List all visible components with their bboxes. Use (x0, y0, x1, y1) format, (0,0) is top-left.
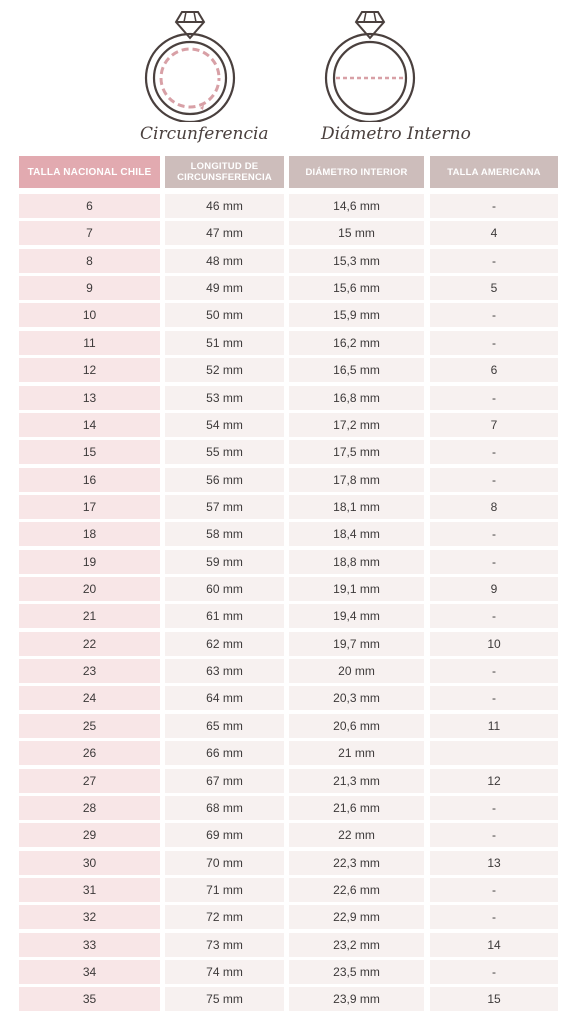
diametro-cell: 19,4 mm (289, 604, 424, 628)
header-talla-americana: TALLA AMERICANA (430, 156, 558, 188)
talla-chile-cell: 30 (19, 851, 160, 875)
talla-chile-cell: 35 (19, 987, 160, 1011)
talla-americana-cell: 13 (430, 851, 558, 875)
talla-chile-cell: 24 (19, 686, 160, 710)
talla-americana-cell (430, 741, 558, 765)
talla-chile-cell: 8 (19, 249, 160, 273)
table-row (0, 659, 576, 686)
talla-americana-cell: - (430, 522, 558, 546)
header-talla-chile: TALLA NACIONAL CHILE (19, 156, 160, 188)
table-row (0, 495, 576, 522)
table-row (0, 741, 576, 768)
talla-chile-cell: 15 (19, 440, 160, 464)
table-row (0, 632, 576, 659)
table-body (0, 194, 576, 1015)
circunferencia-cell: 66 mm (165, 741, 284, 765)
circunferencia-cell: 49 mm (165, 276, 284, 300)
talla-chile-cell: 33 (19, 933, 160, 957)
table-row (0, 604, 576, 631)
header-diametro-interior: DIÁMETRO INTERIOR (289, 156, 424, 188)
circunferencia-cell: 60 mm (165, 577, 284, 601)
diametro-cell: 23,2 mm (289, 933, 424, 957)
circunferencia-cell: 54 mm (165, 413, 284, 437)
diametro-cell: 22,6 mm (289, 878, 424, 902)
diametro-cell: 15,6 mm (289, 276, 424, 300)
talla-americana-cell: - (430, 659, 558, 683)
talla-chile-cell: 26 (19, 741, 160, 765)
talla-americana-cell: - (430, 878, 558, 902)
table-header-row (0, 156, 576, 188)
circunferencia-cell: 51 mm (165, 331, 284, 355)
circunferencia-cell: 61 mm (165, 604, 284, 628)
circunferencia-cell: 69 mm (165, 823, 284, 847)
circunferencia-cell: 48 mm (165, 249, 284, 273)
talla-chile-cell: 28 (19, 796, 160, 820)
table-row (0, 933, 576, 960)
circunferencia-cell: 47 mm (165, 221, 284, 245)
table-row (0, 550, 576, 577)
talla-chile-cell: 23 (19, 659, 160, 683)
circunferencia-cell: 58 mm (165, 522, 284, 546)
diametro-cell: 16,5 mm (289, 358, 424, 382)
circunferencia-cell: 56 mm (165, 468, 284, 492)
diametro-cell: 20,3 mm (289, 686, 424, 710)
circunferencia-cell: 75 mm (165, 987, 284, 1011)
table-row (0, 960, 576, 987)
circunferencia-cell: 71 mm (165, 878, 284, 902)
talla-americana-cell: - (430, 386, 558, 410)
diametro-cell: 22 mm (289, 823, 424, 847)
circunferencia-cell: 62 mm (165, 632, 284, 656)
talla-chile-cell: 20 (19, 577, 160, 601)
diametro-cell: 16,8 mm (289, 386, 424, 410)
diametro-cell: 20,6 mm (289, 714, 424, 738)
talla-americana-cell: 4 (430, 221, 558, 245)
table-row (0, 386, 576, 413)
table-row (0, 249, 576, 276)
talla-chile-cell: 34 (19, 960, 160, 984)
diametro-cell: 20 mm (289, 659, 424, 683)
inner-diameter-caption: Diámetro Interno (321, 124, 471, 144)
diametro-cell: 18,8 mm (289, 550, 424, 574)
talla-americana-cell: - (430, 440, 558, 464)
talla-chile-cell: 12 (19, 358, 160, 382)
diametro-cell: 15 mm (289, 221, 424, 245)
table-row (0, 331, 576, 358)
talla-americana-cell: 15 (430, 987, 558, 1011)
diametro-cell: 19,1 mm (289, 577, 424, 601)
talla-americana-cell: 9 (430, 577, 558, 601)
circunferencia-cell: 70 mm (165, 851, 284, 875)
table-row (0, 823, 576, 850)
talla-americana-cell: 12 (430, 769, 558, 793)
circunferencia-cell: 63 mm (165, 659, 284, 683)
talla-chile-cell: 22 (19, 632, 160, 656)
talla-chile-cell: 6 (19, 194, 160, 218)
table-row (0, 987, 576, 1014)
diametro-cell: 17,8 mm (289, 468, 424, 492)
talla-americana-cell: 14 (430, 933, 558, 957)
ring-size-illustrations (0, 0, 576, 150)
talla-chile-cell: 16 (19, 468, 160, 492)
table-row (0, 686, 576, 713)
table-row (0, 440, 576, 467)
talla-chile-cell: 7 (19, 221, 160, 245)
talla-chile-cell: 9 (19, 276, 160, 300)
talla-americana-cell: - (430, 331, 558, 355)
talla-chile-cell: 27 (19, 769, 160, 793)
talla-chile-cell: 32 (19, 905, 160, 929)
table-row (0, 714, 576, 741)
diametro-cell: 18,1 mm (289, 495, 424, 519)
table-row (0, 358, 576, 385)
talla-americana-cell: 6 (430, 358, 558, 382)
talla-americana-cell: 5 (430, 276, 558, 300)
diametro-cell: 22,3 mm (289, 851, 424, 875)
circunferencia-cell: 68 mm (165, 796, 284, 820)
diametro-cell: 15,9 mm (289, 303, 424, 327)
talla-americana-cell: - (430, 905, 558, 929)
talla-americana-cell: - (430, 468, 558, 492)
circunferencia-cell: 65 mm (165, 714, 284, 738)
diametro-cell: 18,4 mm (289, 522, 424, 546)
header-circunferencia: LONGITUD DE CIRCUNSFERENCIA (165, 156, 284, 188)
talla-chile-cell: 29 (19, 823, 160, 847)
talla-chile-cell: 11 (19, 331, 160, 355)
circunferencia-cell: 55 mm (165, 440, 284, 464)
table-row (0, 905, 576, 932)
circunferencia-cell: 50 mm (165, 303, 284, 327)
talla-chile-cell: 18 (19, 522, 160, 546)
talla-chile-cell: 21 (19, 604, 160, 628)
diametro-cell: 23,5 mm (289, 960, 424, 984)
diametro-cell: 21,3 mm (289, 769, 424, 793)
circunferencia-cell: 59 mm (165, 550, 284, 574)
diametro-cell: 19,7 mm (289, 632, 424, 656)
table-row (0, 303, 576, 330)
diametro-cell: 17,2 mm (289, 413, 424, 437)
talla-chile-cell: 10 (19, 303, 160, 327)
talla-americana-cell: - (430, 796, 558, 820)
circunferencia-cell: 72 mm (165, 905, 284, 929)
talla-chile-cell: 31 (19, 878, 160, 902)
talla-americana-cell: - (430, 303, 558, 327)
talla-americana-cell: - (430, 960, 558, 984)
circunferencia-cell: 74 mm (165, 960, 284, 984)
circunferencia-cell: 73 mm (165, 933, 284, 957)
circunferencia-cell: 53 mm (165, 386, 284, 410)
table-row (0, 276, 576, 303)
table-row (0, 851, 576, 878)
circunferencia-cell: 52 mm (165, 358, 284, 382)
talla-chile-cell: 13 (19, 386, 160, 410)
circunferencia-cell: 57 mm (165, 495, 284, 519)
talla-chile-cell: 17 (19, 495, 160, 519)
table-row (0, 413, 576, 440)
circunferencia-cell: 46 mm (165, 194, 284, 218)
table-row (0, 796, 576, 823)
talla-americana-cell: 10 (430, 632, 558, 656)
table-row (0, 221, 576, 248)
talla-americana-cell: 11 (430, 714, 558, 738)
diametro-cell: 22,9 mm (289, 905, 424, 929)
table-row (0, 468, 576, 495)
diametro-cell: 23,9 mm (289, 987, 424, 1011)
talla-chile-cell: 14 (19, 413, 160, 437)
diametro-cell: 21,6 mm (289, 796, 424, 820)
table-row (0, 522, 576, 549)
table-row (0, 878, 576, 905)
diametro-cell: 21 mm (289, 741, 424, 765)
talla-americana-cell: - (430, 604, 558, 628)
table-row (0, 769, 576, 796)
circunferencia-cell: 64 mm (165, 686, 284, 710)
talla-chile-cell: 19 (19, 550, 160, 574)
talla-americana-cell: 8 (430, 495, 558, 519)
talla-americana-cell: 7 (430, 413, 558, 437)
talla-chile-cell: 25 (19, 714, 160, 738)
talla-americana-cell: - (430, 194, 558, 218)
talla-americana-cell: - (430, 823, 558, 847)
table-row (0, 577, 576, 604)
talla-americana-cell: - (430, 686, 558, 710)
diametro-cell: 16,2 mm (289, 331, 424, 355)
diametro-cell: 14,6 mm (289, 194, 424, 218)
ring-circumference-icon (140, 4, 240, 122)
circumference-caption: Circunferencia (140, 124, 269, 144)
diametro-cell: 17,5 mm (289, 440, 424, 464)
circunferencia-cell: 67 mm (165, 769, 284, 793)
diametro-cell: 15,3 mm (289, 249, 424, 273)
table-row (0, 194, 576, 221)
talla-americana-cell: - (430, 550, 558, 574)
ring-diameter-icon (320, 4, 420, 122)
talla-americana-cell: - (430, 249, 558, 273)
